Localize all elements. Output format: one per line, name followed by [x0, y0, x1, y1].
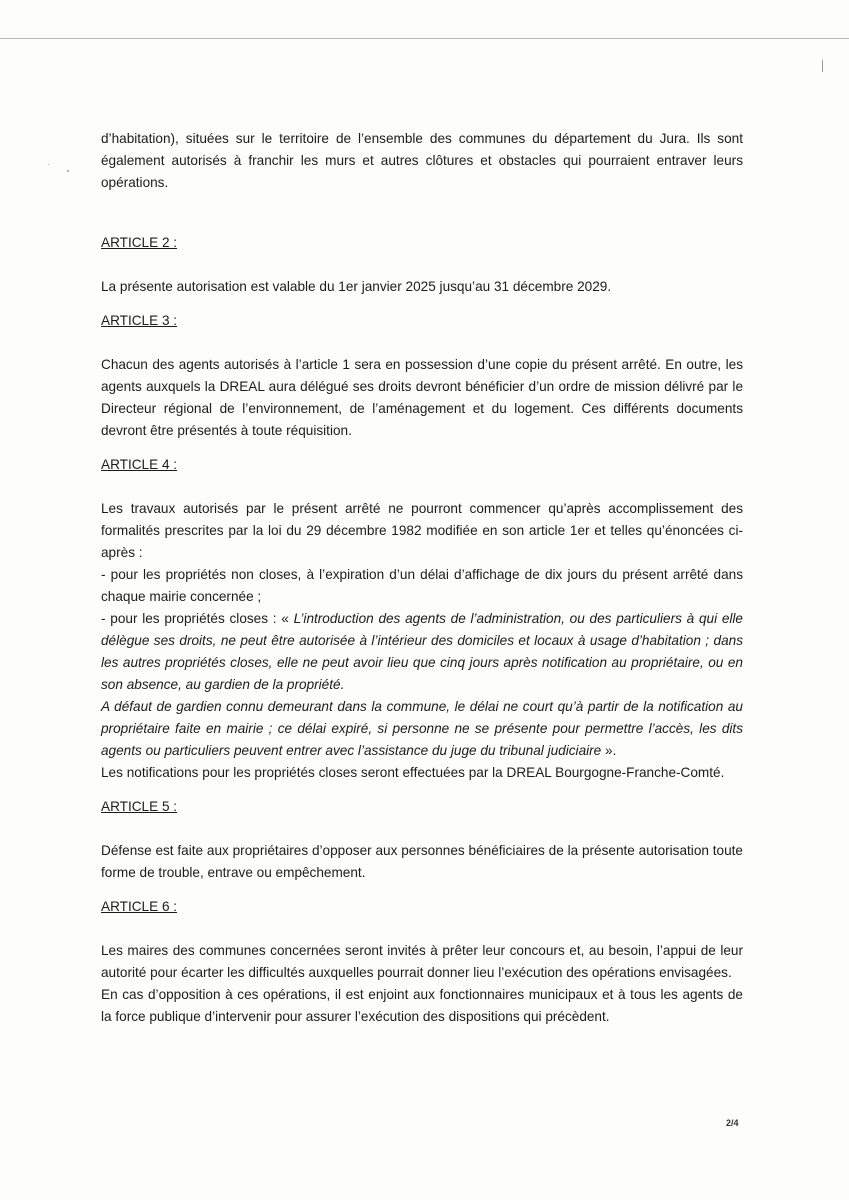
article-5-heading: ARTICLE 5 : [101, 799, 178, 814]
article-4-text: Les notifications pour les propriétés closes seront effectuées par la DREAL Bourgogne-Franche-Comté. [101, 765, 725, 780]
article-4-quote-continued [101, 696, 743, 762]
intro-line: également autorisés à franchir les murs et autres clôtures et obstacles qui pourraient entraver leurs [101, 153, 743, 168]
document-body [101, 128, 743, 1028]
article-4-text: Les travaux autorisés par le présent arrêté ne pourront commencer qu’après accomplissement des formalités prescrites par la loi du 29 décembre 1982 modifiée en son article 1er et telles qu’énoncées ci-après : [101, 501, 743, 560]
page-number: 2/4 [726, 1118, 739, 1128]
article-4-text: - pour les propriétés non closes, à l’expiration d’un délai d’affichage de dix jours du présent arrêté dans chaque mairie concernée ; [101, 567, 743, 604]
intro-line: d’habitation), situées sur le territoire de l’ensemble des communes du département du Jura. Ils sont [101, 131, 743, 146]
article-2-heading: ARTICLE 2 : [101, 235, 178, 250]
article-4-quote-prefix: - pour les propriétés closes : « [101, 611, 294, 626]
article-3-text: Chacun des agents autorisés à l’article 1 sera en possession d’une copie du présent arrêté. En outre, les agents auxquels la DREAL aura délégué ses droits devront bénéficier d’un ordre de mission délivré par le Directeur régional de l’environnement, de l’aménagement et du logement. Ces différents documents devront être présentés à toute réquisition. [101, 357, 743, 438]
article-3-heading: ARTICLE 3 : [101, 313, 178, 328]
article-6-text: Les maires des communes concernées seront invités à prêter leur concours et, au besoin, l’appui de leur autorité pour écarter les difficultés auxquelles pourrait donner lieu l’exécution des opérations envisagées. [101, 943, 743, 980]
article-6-heading: ARTICLE 6 : [101, 899, 178, 914]
article-4-quote-suffix: ». [601, 743, 617, 758]
scan-speck [822, 60, 823, 72]
article-4-quote-italic: A défaut de gardien connu demeurant dans la commune, le délai ne court qu’à partir de la notification au propriétaire faite en mairie ; ce délai expiré, si personne ne se présente pour permettre l’accès, les dits agents ou particuliers peuvent entrer avec l’assistance du juge du tribunal judiciaire [101, 699, 743, 758]
article-2-text: La présente autorisation est valable du 1er janvier 2025 jusqu’au 31 décembre 2029. [101, 279, 612, 294]
article-4-heading: ARTICLE 4 : [101, 457, 178, 472]
scan-edge-line [0, 38, 849, 39]
intro-line: opérations. [101, 175, 169, 190]
scan-speck [67, 170, 69, 172]
article-4-quote-italic: L’introduction des agents de l’administration, ou des particuliers à qui elle délègue ses droits, ne peut être autorisée à l’intérieur des domiciles et locaux à usage d’habitation ; dans les autres propriétés closes, elle ne peut avoir lieu que cinq jours après notification au propriétaire, ou en son absence, au gardien de la propriété. [101, 611, 743, 692]
scan-speck [48, 164, 49, 165]
article-4-quote [101, 608, 743, 696]
article-6-text: En cas d’opposition à ces opérations, il est enjoint aux fonctionnaires municipaux et à tous les agents de la force publique d’intervenir pour assurer l’exécution des dispositions qui précèdent. [101, 987, 743, 1024]
article-5-text: Défense est faite aux propriétaires d’opposer aux personnes bénéficiaires de la présente autorisation toute forme de trouble, entrave ou empêchement. [101, 843, 743, 880]
